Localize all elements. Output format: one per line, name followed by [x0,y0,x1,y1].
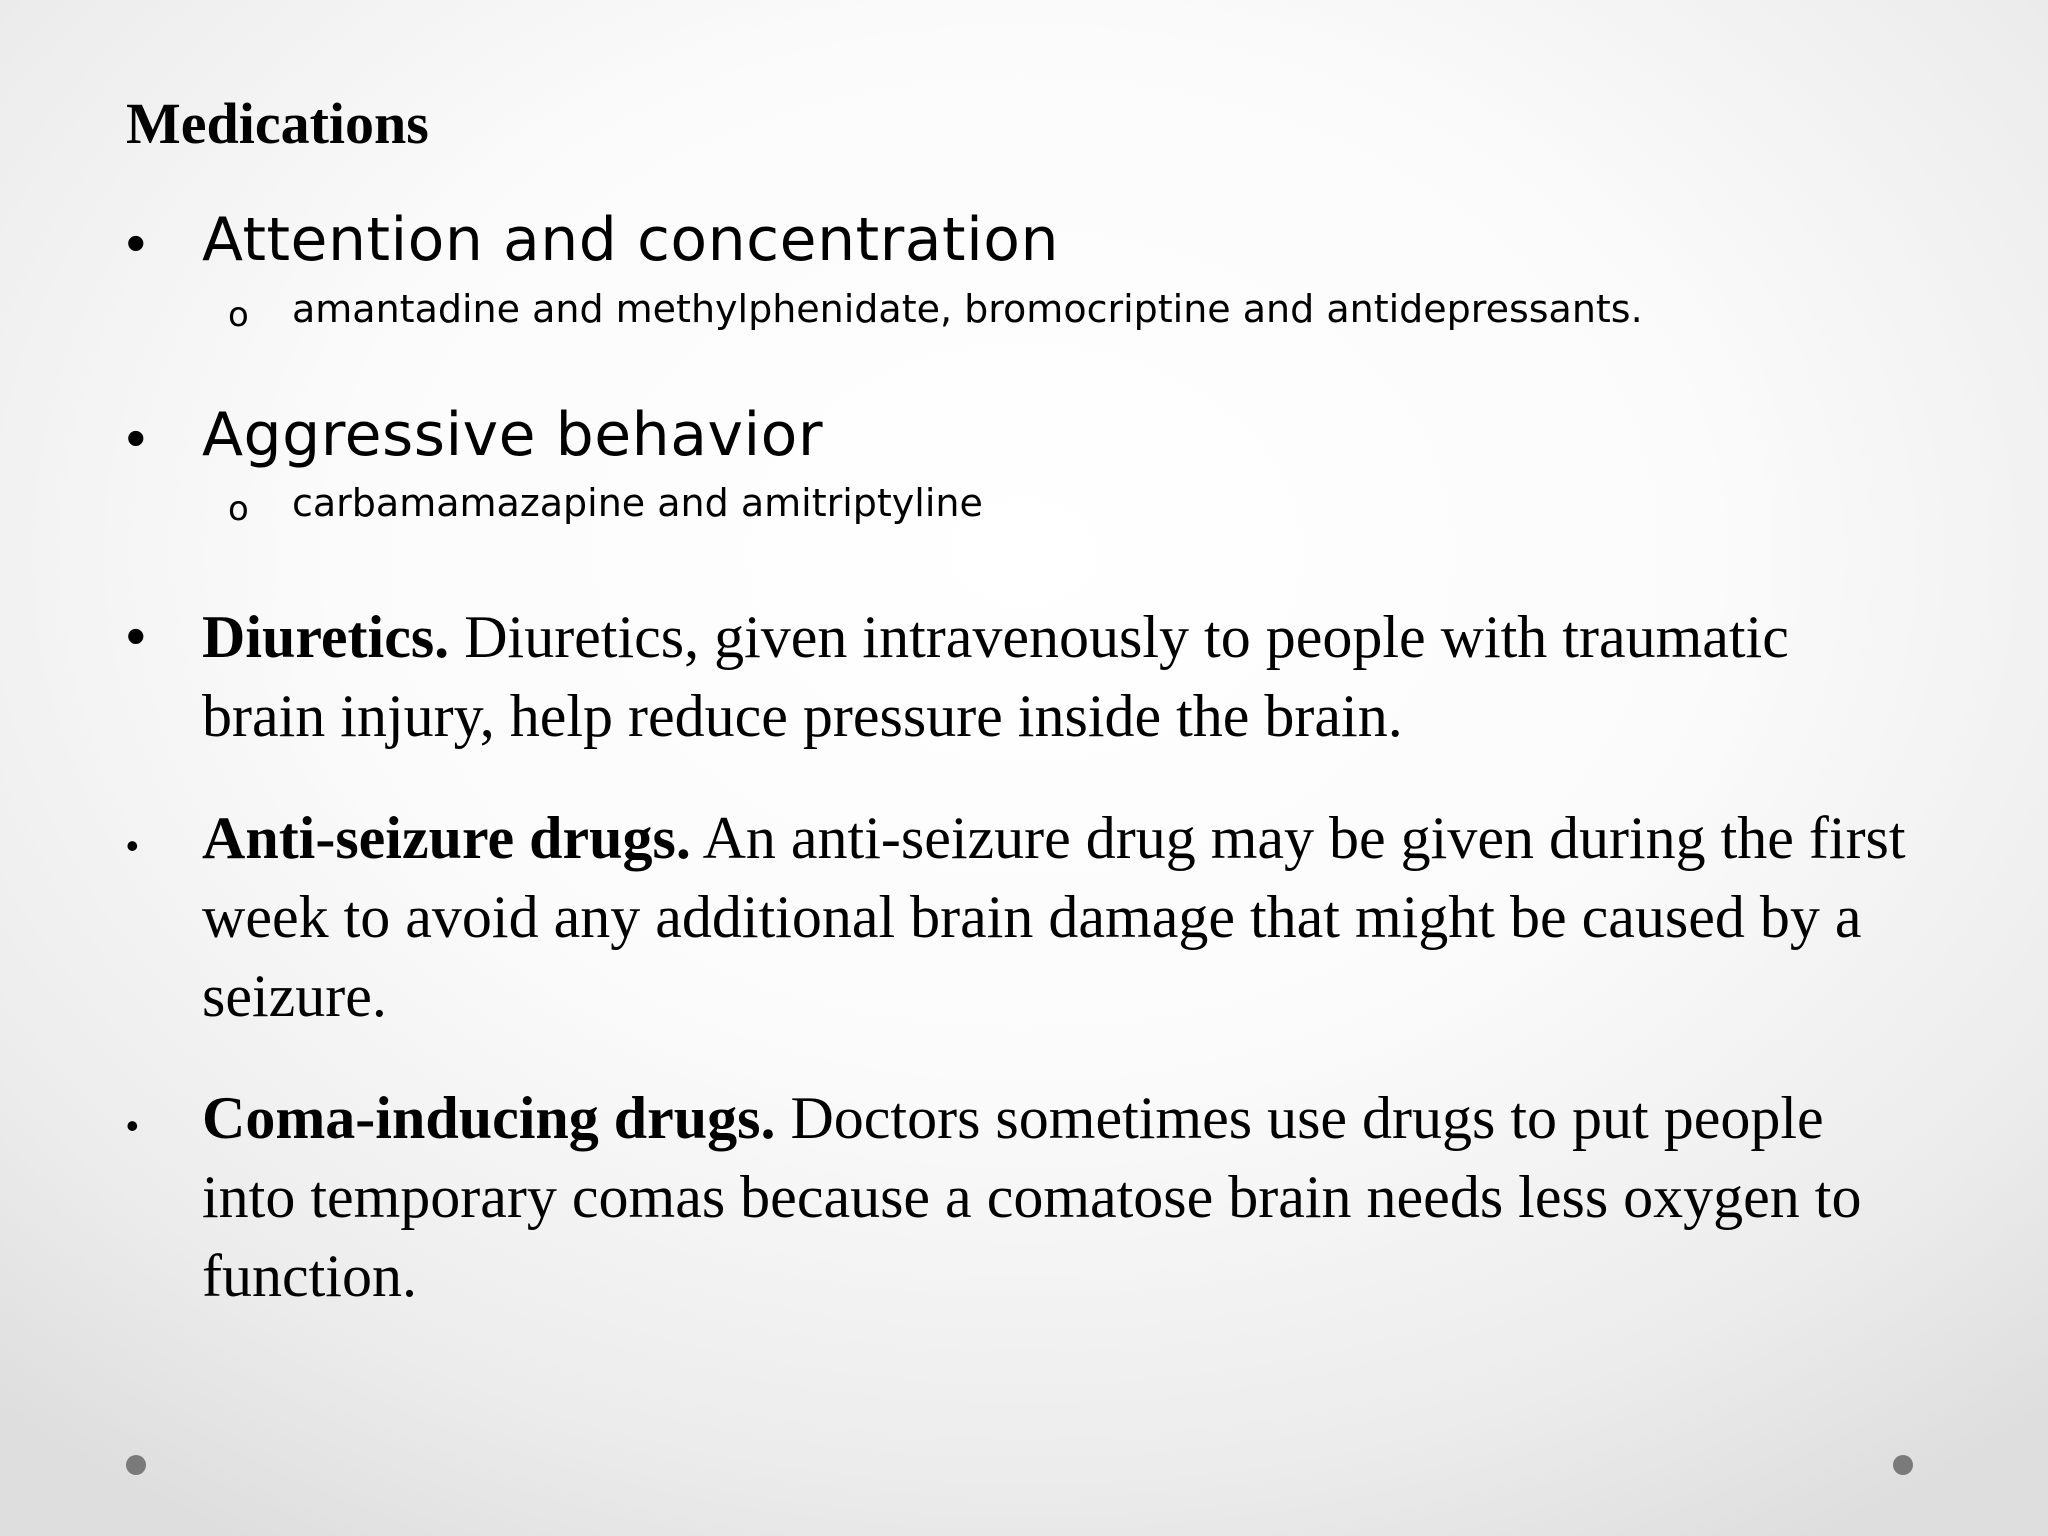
sub-bullet-attention-drugs: amantadine and methylphenidate, bromocriptine and antidepressants. [292,287,1643,331]
bullet-coma-inducing [202,1079,1922,1316]
bullet-dot: • [126,604,146,667]
bullet-heading-attention: Attention and concentration [202,205,1059,275]
bullet-anti-seizure [202,799,1922,1036]
slide-title: Medications [126,91,429,156]
term-anti-seizure: Anti-seizure drugs. [202,805,691,871]
desc-coma-inducing: Doctors sometimes use drugs to put people into temporary comas because a comatose brain needs less oxygen to function. [202,1085,1862,1309]
desc-diuretics: Diuretics, given intravenously to people with traumatic brain injury, help reduce pressure inside the brain. [202,604,1789,749]
sub-bullet-marker: o [228,295,249,335]
term-coma-inducing: Coma-inducing drugs. [202,1085,776,1151]
bullet-dot: • [126,211,146,274]
term-diuretics: Diuretics. [202,604,450,670]
sub-bullet-aggressive-drugs: carbamamazapine and amitriptyline [292,481,983,525]
bullet-heading-aggressive: Aggressive behavior [202,400,824,470]
corner-dot-left [126,1455,146,1475]
bullet-dot-small: • [126,825,139,866]
bullet-dot: • [126,406,146,469]
sub-bullet-marker: o [228,489,249,529]
bullet-dot-small: • [126,1105,139,1146]
bullet-diuretics [202,598,1922,756]
corner-dot-right [1893,1455,1913,1475]
desc-anti-seizure: An anti-seizure drug may be given during the first week to avoid any additional brain damage that might be caused by a seizure. [202,805,1906,1029]
